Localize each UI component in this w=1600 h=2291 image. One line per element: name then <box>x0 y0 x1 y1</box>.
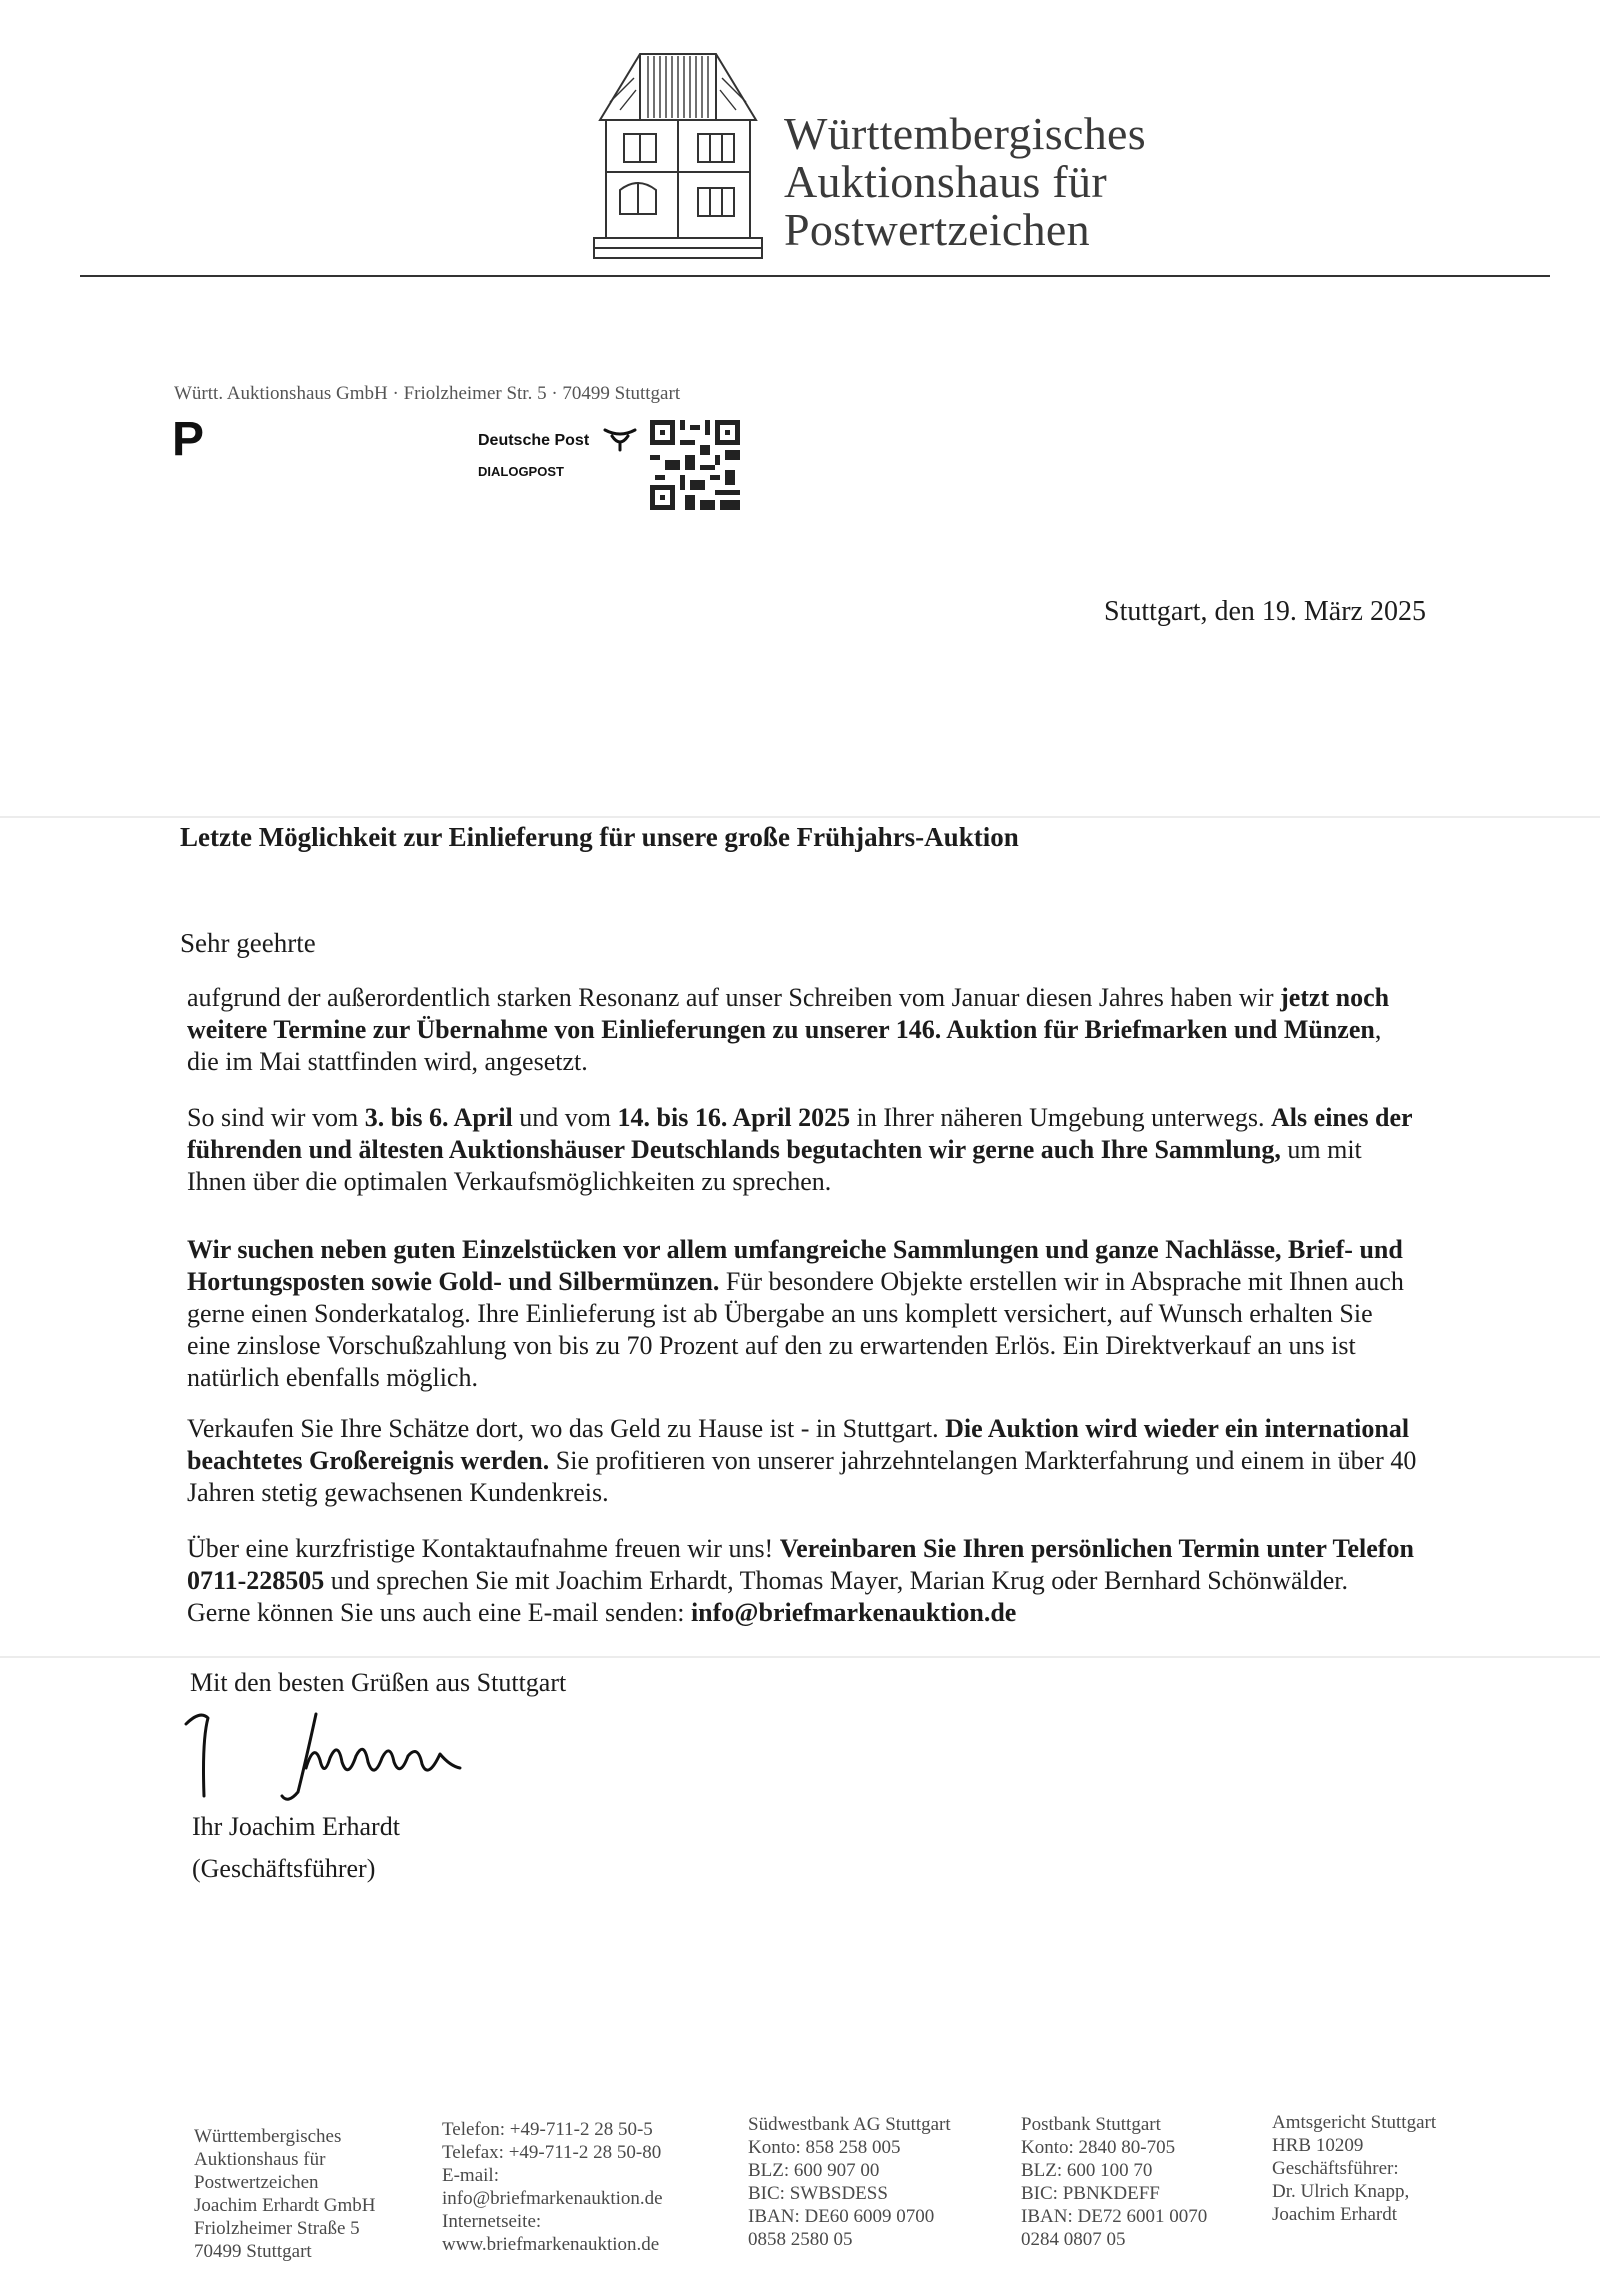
footer-line: IBAN: DE60 6009 0700 <box>748 2206 935 2227</box>
post-horn-icon <box>602 424 638 452</box>
footer-line: IBAN: DE72 6001 0070 <box>1021 2206 1208 2227</box>
company-logo-text <box>784 110 1146 254</box>
footer-bank1-column <box>748 2113 951 2251</box>
footer-line: Geschäftsführer: <box>1272 2158 1399 2179</box>
letter-subject: Letzte Möglichkeit zur Einlieferung für unsere große Frühjahrs-Auktion <box>180 822 1019 852</box>
footer-line: BLZ: 600 100 70 <box>1021 2160 1153 2181</box>
logo-line: Postwertzeichen <box>784 204 1090 255</box>
salutation: Sehr geehrte <box>180 928 316 958</box>
signature-image <box>178 1700 518 1810</box>
signatory-title: (Geschäftsführer) <box>192 1854 376 1883</box>
body-paragraph: Wir suchen neben guten Einzelstücken vor allem umfangreiche Sammlungen und ganze Nachlässe, Brief- und Hortungsposten sowie Gold- und Silbermünzen. Für besondere Objekte erstellen wir in Absprache mit Ihnen auch gerne einen Sonderkatalog. Ihre Einlieferung ist ab Übergabe an uns komplett versichert, auf Wunsch erhalten Sie eine zinslose Vorschußzahlung von bis zu 70 Prozent auf den zu erwartenden Erlös. Ein Direktverkauf an uns ist natürlich ebenfalls möglich. <box>187 1235 1404 1392</box>
logo-line: Württembergisches <box>784 108 1146 159</box>
footer-register-column <box>1272 2111 1436 2226</box>
footer-line: 0858 2580 05 <box>748 2229 853 2250</box>
return-address: Württ. Auktionshaus GmbH · Friolzheimer Str. 5 · 70499 Stuttgart <box>174 383 681 404</box>
closing-line: Mit den besten Grüßen aus Stuttgart <box>190 1668 567 1697</box>
footer-line: BLZ: 600 907 00 <box>748 2160 880 2181</box>
footer-bank2-column <box>1021 2113 1207 2251</box>
footer-website-link[interactable]: www.briefmarkenauktion.de <box>442 2234 660 2255</box>
header-divider <box>80 275 1550 277</box>
footer-line: Südwestbank AG Stuttgart <box>748 2114 951 2135</box>
footer-contact-column <box>442 2118 663 2256</box>
postage-label: Deutsche Post <box>478 432 590 449</box>
qr-code-icon <box>650 420 740 510</box>
house-logo-icon <box>590 50 766 262</box>
footer-line: Konto: 858 258 005 <box>748 2137 901 2158</box>
footer-line: Internetseite: <box>442 2211 542 2232</box>
email-link[interactable]: info@briefmarkenauktion.de <box>690 1598 1017 1627</box>
postage-sub-label: DIALOGPOST <box>478 464 564 479</box>
footer-line: Auktionshaus für <box>194 2149 326 2170</box>
footer-line: Friolzheimer Straße 5 <box>194 2218 360 2239</box>
footer-line: Württembergisches <box>194 2126 342 2147</box>
footer-line: Postbank Stuttgart <box>1021 2114 1161 2135</box>
footer-line: Konto: 2840 80-705 <box>1021 2137 1176 2158</box>
footer-line: BIC: SWBSDESS <box>748 2183 888 2204</box>
footer-line: E-mail: <box>442 2165 499 2186</box>
footer-line: 0284 0807 05 <box>1021 2229 1126 2250</box>
footer-line: 70499 Stuttgart <box>194 2241 312 2262</box>
footer-email-link[interactable]: info@briefmarkenauktion.de <box>442 2188 663 2209</box>
body-paragraph: aufgrund der außerordentlich starken Resonanz auf unser Schreiben vom Januar diesen Jahres haben wir jetzt noch weitere Termine zur Übernahme von Einlieferungen zu unserer 146. Auktion für Briefmarken und Münzen, die im Mai stattfinden wird, angesetzt. <box>187 983 1390 1076</box>
footer-line: HRB 10209 <box>1272 2135 1364 2156</box>
body-paragraph: Über eine kurzfristige Kontaktaufnahme freuen wir uns! Vereinbaren Sie Ihren persönlichen Termin unter Telefon 0711-228505 und sprechen Sie mit Joachim Erhardt, Thomas Mayer, Marian Krug oder Bernhard Schönwälder. Gerne können Sie uns auch eine E-mail senden: info@briefmarkenauktion.de <box>187 1534 1414 1627</box>
letter-date: Stuttgart, den 19. März 2025 <box>1104 596 1426 627</box>
footer-line: BIC: PBNKDEFF <box>1021 2183 1160 2204</box>
footer-line: Postwertzeichen <box>194 2172 319 2193</box>
paper-fold-line <box>0 1656 1600 1658</box>
footer-line: Telefon: +49-711-2 28 50-5 <box>442 2119 653 2140</box>
footer-line: Telefax: +49-711-2 28 50-80 <box>442 2142 662 2163</box>
footer-line: Joachim Erhardt GmbH <box>194 2195 376 2216</box>
body-paragraph: So sind wir vom 3. bis 6. April und vom 14. bis 16. April 2025 in Ihrer näheren Umgebung unterwegs. Als eines der führenden und ältesten Auktionshäuser Deutschlands begutachten wir gerne auch Ihre Sammlung, um mit Ihnen über die optimalen Verkaufsmöglichkeiten zu sprechen. <box>187 1103 1413 1196</box>
paper-fold-line <box>0 816 1600 818</box>
body-paragraph: Verkaufen Sie Ihre Schätze dort, wo das Geld zu Hause ist - in Stuttgart. Die Auktion wird wieder ein international beachtetes Großereignis werden. Sie profitieren von unserer jahrzehntelangen Markterfahrung und einem in über 40 Jahren stetig gewachsenen Kundenkreis. <box>187 1414 1417 1507</box>
footer-line: Amtsgericht Stuttgart <box>1272 2112 1437 2133</box>
footer-company-column <box>194 2125 376 2263</box>
footer-line: Joachim Erhardt <box>1272 2204 1398 2225</box>
postage-p-mark: P <box>172 413 205 466</box>
footer-line: Dr. Ulrich Knapp, <box>1272 2181 1410 2202</box>
signatory-name: Ihr Joachim Erhardt <box>192 1812 400 1841</box>
logo-line: Auktionshaus für <box>784 156 1107 207</box>
